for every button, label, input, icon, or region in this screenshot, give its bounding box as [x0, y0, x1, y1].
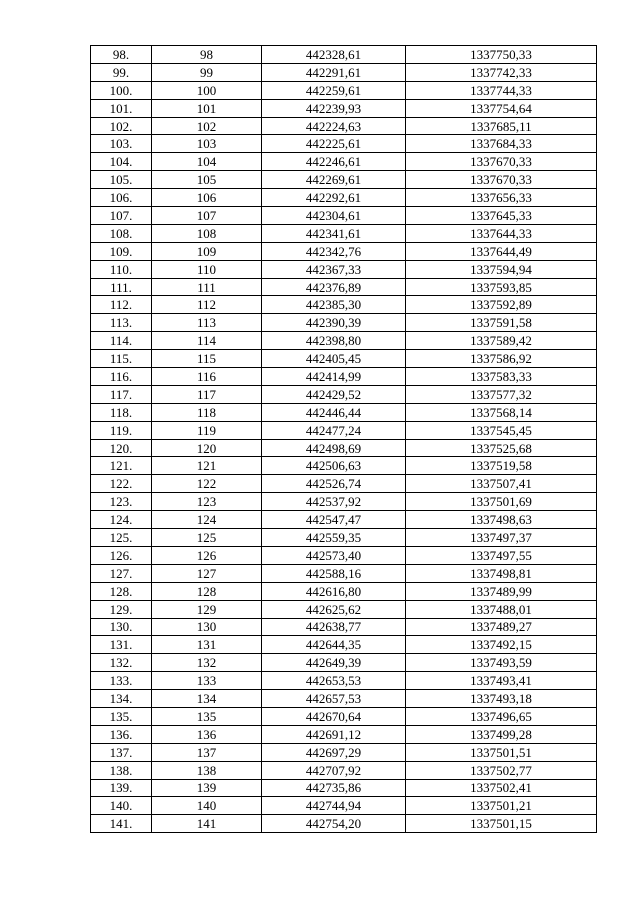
row-index-cell: 117.: [91, 385, 152, 403]
y-coordinate-cell: 1337645,33: [406, 207, 597, 225]
y-coordinate-cell: 1337497,37: [406, 529, 597, 547]
table-row: [91, 385, 597, 403]
y-coordinate-cell: 1337742,33: [406, 63, 597, 81]
x-coordinate-cell: 442291,61: [262, 63, 406, 81]
y-coordinate-cell: 1337499,28: [406, 725, 597, 743]
point-number-cell: 110: [152, 260, 262, 278]
point-number-cell: 114: [152, 332, 262, 350]
point-number-cell: 113: [152, 314, 262, 332]
row-index-cell: 123.: [91, 493, 152, 511]
row-index-cell: 121.: [91, 457, 152, 475]
point-number-cell: 99: [152, 63, 262, 81]
table-row: [91, 600, 597, 618]
table-row: [91, 457, 597, 475]
table-row: [91, 779, 597, 797]
point-number-cell: 140: [152, 797, 262, 815]
x-coordinate-cell: 442537,92: [262, 493, 406, 511]
point-number-cell: 118: [152, 403, 262, 421]
row-index-cell: 137.: [91, 743, 152, 761]
table-row: [91, 63, 597, 81]
x-coordinate-cell: 442224,63: [262, 117, 406, 135]
y-coordinate-cell: 1337545,45: [406, 421, 597, 439]
x-coordinate-cell: 442429,52: [262, 385, 406, 403]
y-coordinate-cell: 1337501,21: [406, 797, 597, 815]
point-number-cell: 122: [152, 475, 262, 493]
x-coordinate-cell: 442653,53: [262, 672, 406, 690]
point-number-cell: 107: [152, 207, 262, 225]
point-number-cell: 119: [152, 421, 262, 439]
point-number-cell: 134: [152, 690, 262, 708]
y-coordinate-cell: 1337592,89: [406, 296, 597, 314]
y-coordinate-cell: 1337750,33: [406, 46, 597, 64]
y-coordinate-cell: 1337685,11: [406, 117, 597, 135]
coordinates-table-body: [91, 46, 597, 833]
table-row: [91, 511, 597, 529]
point-number-cell: 100: [152, 81, 262, 99]
y-coordinate-cell: 1337502,41: [406, 779, 597, 797]
x-coordinate-cell: 442754,20: [262, 815, 406, 833]
y-coordinate-cell: 1337488,01: [406, 600, 597, 618]
table-row: [91, 242, 597, 260]
table-row: [91, 421, 597, 439]
table-row: [91, 260, 597, 278]
x-coordinate-cell: 442239,93: [262, 99, 406, 117]
point-number-cell: 102: [152, 117, 262, 135]
x-coordinate-cell: 442341,61: [262, 224, 406, 242]
y-coordinate-cell: 1337493,59: [406, 654, 597, 672]
row-index-cell: 133.: [91, 672, 152, 690]
table-row: [91, 636, 597, 654]
x-coordinate-cell: 442625,62: [262, 600, 406, 618]
y-coordinate-cell: 1337498,81: [406, 564, 597, 582]
point-number-cell: 127: [152, 564, 262, 582]
point-number-cell: 111: [152, 278, 262, 296]
row-index-cell: 101.: [91, 99, 152, 117]
table-row: [91, 153, 597, 171]
table-row: [91, 493, 597, 511]
row-index-cell: 113.: [91, 314, 152, 332]
row-index-cell: 139.: [91, 779, 152, 797]
row-index-cell: 118.: [91, 403, 152, 421]
row-index-cell: 116.: [91, 368, 152, 386]
table-row: [91, 761, 597, 779]
table-row: [91, 332, 597, 350]
y-coordinate-cell: 1337501,15: [406, 815, 597, 833]
row-index-cell: 103.: [91, 135, 152, 153]
point-number-cell: 136: [152, 725, 262, 743]
x-coordinate-cell: 442446,44: [262, 403, 406, 421]
point-number-cell: 125: [152, 529, 262, 547]
x-coordinate-cell: 442697,29: [262, 743, 406, 761]
x-coordinate-cell: 442246,61: [262, 153, 406, 171]
point-number-cell: 98: [152, 46, 262, 64]
y-coordinate-cell: 1337644,49: [406, 242, 597, 260]
y-coordinate-cell: 1337568,14: [406, 403, 597, 421]
row-index-cell: 136.: [91, 725, 152, 743]
x-coordinate-cell: 442304,61: [262, 207, 406, 225]
table-row: [91, 672, 597, 690]
x-coordinate-cell: 442398,80: [262, 332, 406, 350]
table-row: [91, 439, 597, 457]
x-coordinate-cell: 442526,74: [262, 475, 406, 493]
x-coordinate-cell: 442707,92: [262, 761, 406, 779]
x-coordinate-cell: 442547,47: [262, 511, 406, 529]
row-index-cell: 102.: [91, 117, 152, 135]
row-index-cell: 107.: [91, 207, 152, 225]
x-coordinate-cell: 442735,86: [262, 779, 406, 797]
y-coordinate-cell: 1337591,58: [406, 314, 597, 332]
row-index-cell: 98.: [91, 46, 152, 64]
x-coordinate-cell: 442477,24: [262, 421, 406, 439]
row-index-cell: 108.: [91, 224, 152, 242]
y-coordinate-cell: 1337519,58: [406, 457, 597, 475]
y-coordinate-cell: 1337670,33: [406, 153, 597, 171]
table-row: [91, 350, 597, 368]
x-coordinate-cell: 442691,12: [262, 725, 406, 743]
row-index-cell: 122.: [91, 475, 152, 493]
table-row: [91, 546, 597, 564]
y-coordinate-cell: 1337492,15: [406, 636, 597, 654]
point-number-cell: 116: [152, 368, 262, 386]
y-coordinate-cell: 1337593,85: [406, 278, 597, 296]
row-index-cell: 111.: [91, 278, 152, 296]
y-coordinate-cell: 1337589,42: [406, 332, 597, 350]
x-coordinate-cell: 442649,39: [262, 654, 406, 672]
x-coordinate-cell: 442259,61: [262, 81, 406, 99]
row-index-cell: 130.: [91, 618, 152, 636]
table-row: [91, 564, 597, 582]
x-coordinate-cell: 442292,61: [262, 189, 406, 207]
point-number-cell: 103: [152, 135, 262, 153]
x-coordinate-cell: 442342,76: [262, 242, 406, 260]
x-coordinate-cell: 442367,33: [262, 260, 406, 278]
coordinates-table: [90, 45, 597, 833]
point-number-cell: 104: [152, 153, 262, 171]
point-number-cell: 112: [152, 296, 262, 314]
table-row: [91, 707, 597, 725]
x-coordinate-cell: 442616,80: [262, 582, 406, 600]
table-row: [91, 81, 597, 99]
row-index-cell: 119.: [91, 421, 152, 439]
row-index-cell: 126.: [91, 546, 152, 564]
row-index-cell: 109.: [91, 242, 152, 260]
y-coordinate-cell: 1337656,33: [406, 189, 597, 207]
x-coordinate-cell: 442573,40: [262, 546, 406, 564]
y-coordinate-cell: 1337497,55: [406, 546, 597, 564]
x-coordinate-cell: 442506,63: [262, 457, 406, 475]
y-coordinate-cell: 1337493,18: [406, 690, 597, 708]
point-number-cell: 124: [152, 511, 262, 529]
x-coordinate-cell: 442376,89: [262, 278, 406, 296]
point-number-cell: 115: [152, 350, 262, 368]
row-index-cell: 141.: [91, 815, 152, 833]
row-index-cell: 99.: [91, 63, 152, 81]
row-index-cell: 129.: [91, 600, 152, 618]
point-number-cell: 138: [152, 761, 262, 779]
table-row: [91, 207, 597, 225]
table-row: [91, 403, 597, 421]
y-coordinate-cell: 1337501,69: [406, 493, 597, 511]
table-row: [91, 117, 597, 135]
y-coordinate-cell: 1337577,32: [406, 385, 597, 403]
y-coordinate-cell: 1337493,41: [406, 672, 597, 690]
point-number-cell: 109: [152, 242, 262, 260]
table-row: [91, 815, 597, 833]
point-number-cell: 141: [152, 815, 262, 833]
row-index-cell: 131.: [91, 636, 152, 654]
row-index-cell: 124.: [91, 511, 152, 529]
y-coordinate-cell: 1337489,27: [406, 618, 597, 636]
row-index-cell: 135.: [91, 707, 152, 725]
point-number-cell: 123: [152, 493, 262, 511]
table-row: [91, 135, 597, 153]
point-number-cell: 121: [152, 457, 262, 475]
table-row: [91, 475, 597, 493]
row-index-cell: 114.: [91, 332, 152, 350]
y-coordinate-cell: 1337502,77: [406, 761, 597, 779]
table-row: [91, 224, 597, 242]
x-coordinate-cell: 442670,64: [262, 707, 406, 725]
y-coordinate-cell: 1337744,33: [406, 81, 597, 99]
row-index-cell: 120.: [91, 439, 152, 457]
x-coordinate-cell: 442638,77: [262, 618, 406, 636]
point-number-cell: 106: [152, 189, 262, 207]
row-index-cell: 115.: [91, 350, 152, 368]
x-coordinate-cell: 442225,61: [262, 135, 406, 153]
row-index-cell: 105.: [91, 171, 152, 189]
x-coordinate-cell: 442414,99: [262, 368, 406, 386]
point-number-cell: 135: [152, 707, 262, 725]
row-index-cell: 125.: [91, 529, 152, 547]
x-coordinate-cell: 442644,35: [262, 636, 406, 654]
table-row: [91, 618, 597, 636]
y-coordinate-cell: 1337498,63: [406, 511, 597, 529]
y-coordinate-cell: 1337670,33: [406, 171, 597, 189]
row-index-cell: 132.: [91, 654, 152, 672]
x-coordinate-cell: 442385,30: [262, 296, 406, 314]
y-coordinate-cell: 1337586,92: [406, 350, 597, 368]
row-index-cell: 134.: [91, 690, 152, 708]
row-index-cell: 127.: [91, 564, 152, 582]
row-index-cell: 140.: [91, 797, 152, 815]
row-index-cell: 112.: [91, 296, 152, 314]
table-row: [91, 189, 597, 207]
point-number-cell: 117: [152, 385, 262, 403]
x-coordinate-cell: 442498,69: [262, 439, 406, 457]
x-coordinate-cell: 442657,53: [262, 690, 406, 708]
row-index-cell: 128.: [91, 582, 152, 600]
point-number-cell: 105: [152, 171, 262, 189]
table-row: [91, 296, 597, 314]
y-coordinate-cell: 1337501,51: [406, 743, 597, 761]
point-number-cell: 130: [152, 618, 262, 636]
x-coordinate-cell: 442559,35: [262, 529, 406, 547]
point-number-cell: 126: [152, 546, 262, 564]
y-coordinate-cell: 1337644,33: [406, 224, 597, 242]
y-coordinate-cell: 1337489,99: [406, 582, 597, 600]
point-number-cell: 131: [152, 636, 262, 654]
point-number-cell: 129: [152, 600, 262, 618]
row-index-cell: 110.: [91, 260, 152, 278]
table-row: [91, 278, 597, 296]
y-coordinate-cell: 1337507,41: [406, 475, 597, 493]
row-index-cell: 104.: [91, 153, 152, 171]
row-index-cell: 138.: [91, 761, 152, 779]
point-number-cell: 133: [152, 672, 262, 690]
row-index-cell: 106.: [91, 189, 152, 207]
point-number-cell: 139: [152, 779, 262, 797]
table-row: [91, 797, 597, 815]
table-row: [91, 368, 597, 386]
y-coordinate-cell: 1337525,68: [406, 439, 597, 457]
point-number-cell: 128: [152, 582, 262, 600]
y-coordinate-cell: 1337583,33: [406, 368, 597, 386]
table-row: [91, 529, 597, 547]
point-number-cell: 132: [152, 654, 262, 672]
point-number-cell: 120: [152, 439, 262, 457]
x-coordinate-cell: 442390,39: [262, 314, 406, 332]
row-index-cell: 100.: [91, 81, 152, 99]
x-coordinate-cell: 442405,45: [262, 350, 406, 368]
table-row: [91, 99, 597, 117]
table-row: [91, 171, 597, 189]
table-row: [91, 582, 597, 600]
x-coordinate-cell: 442328,61: [262, 46, 406, 64]
table-row: [91, 743, 597, 761]
y-coordinate-cell: 1337754,64: [406, 99, 597, 117]
point-number-cell: 101: [152, 99, 262, 117]
table-row: [91, 314, 597, 332]
point-number-cell: 108: [152, 224, 262, 242]
y-coordinate-cell: 1337496,65: [406, 707, 597, 725]
y-coordinate-cell: 1337594,94: [406, 260, 597, 278]
x-coordinate-cell: 442269,61: [262, 171, 406, 189]
x-coordinate-cell: 442588,16: [262, 564, 406, 582]
table-row: [91, 725, 597, 743]
x-coordinate-cell: 442744,94: [262, 797, 406, 815]
y-coordinate-cell: 1337684,33: [406, 135, 597, 153]
point-number-cell: 137: [152, 743, 262, 761]
table-row: [91, 654, 597, 672]
table-row: [91, 690, 597, 708]
table-row: [91, 46, 597, 64]
